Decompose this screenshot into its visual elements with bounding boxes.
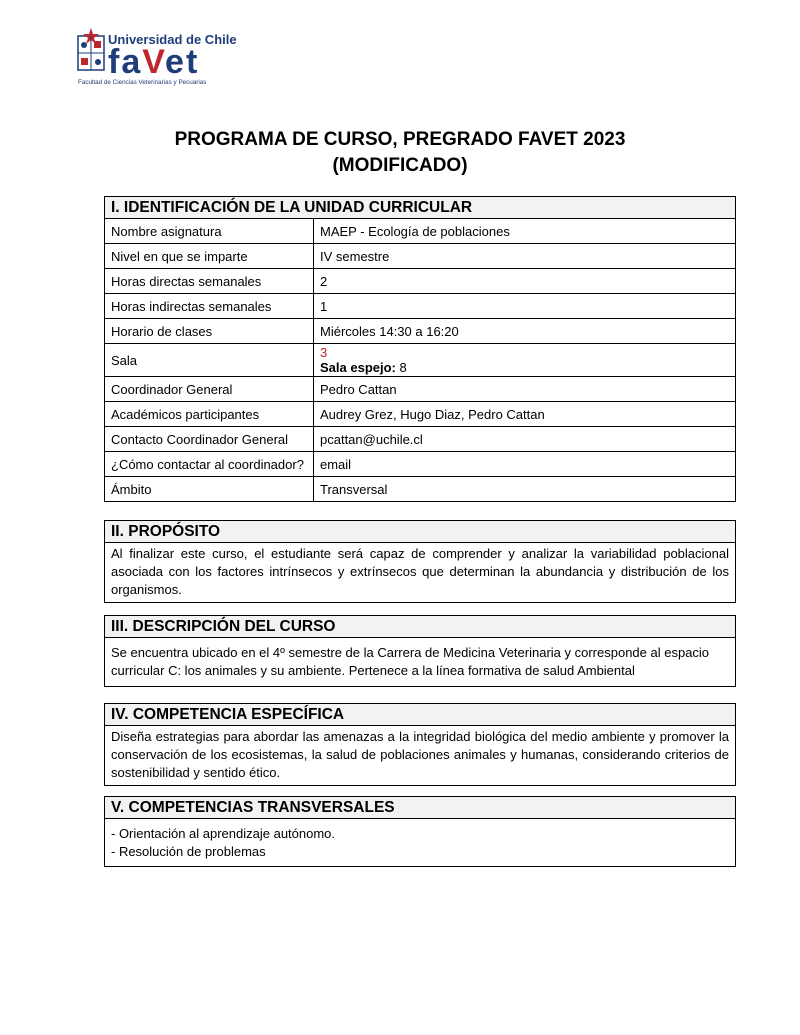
row-value bbox=[314, 344, 736, 377]
row-label: Horas directas semanales bbox=[105, 269, 314, 294]
section-heading: I. IDENTIFICACIÓN DE LA UNIDAD CURRICULAR bbox=[105, 197, 735, 219]
section-competencia-especifica bbox=[104, 703, 736, 786]
section-descripcion bbox=[104, 615, 736, 687]
row-label: ¿Cómo contactar al coordinador? bbox=[105, 452, 314, 477]
section-proposito bbox=[104, 520, 736, 603]
row-label: Ámbito bbox=[105, 477, 314, 502]
list-item: - Orientación al aprendizaje autónomo. bbox=[111, 826, 336, 841]
sala-espejo: Sala espejo: 8 bbox=[320, 360, 407, 375]
faculty-name: Facultad de Ciencias Veterinarias y Pecuarias bbox=[78, 79, 207, 86]
document-subtitle: (MODIFICADO) bbox=[332, 155, 468, 176]
row-value: Transversal bbox=[314, 477, 736, 502]
section-heading: IV. COMPETENCIA ESPECÍFICA bbox=[105, 704, 735, 726]
row-value: email bbox=[314, 452, 736, 477]
row-label: Nombre asignatura bbox=[105, 219, 314, 244]
row-value: 1 bbox=[314, 294, 736, 319]
section-heading: V. COMPETENCIAS TRANSVERSALES bbox=[105, 797, 735, 819]
table-row bbox=[105, 377, 735, 402]
section-body bbox=[105, 819, 735, 864]
section-competencias-transversales bbox=[104, 796, 736, 867]
table-row bbox=[105, 244, 735, 269]
table-row bbox=[105, 344, 735, 377]
section-body: Al finalizar este curso, el estudiante será capaz de comprender y analizar la variabilidad poblacional asociada con los factores intrínsecos y extrínsecos que determinan la abundancia y distribución de los organismos. bbox=[111, 546, 729, 597]
row-label: Académicos participantes bbox=[105, 402, 314, 427]
row-label: Contacto Coordinador General bbox=[105, 427, 314, 452]
section-heading: II. PROPÓSITO bbox=[105, 521, 735, 543]
list-item: - Resolución de problemas bbox=[111, 844, 266, 859]
row-value: IV semestre bbox=[314, 244, 736, 269]
table-row bbox=[105, 452, 735, 477]
section-body: Diseña estrategias para abordar las amenazas a la integridad biológica del medio ambiente y promover la conservación de los ecosistemas, la salud de poblaciones animales y humanas, considerando criterios de sostenibilidad y sentido ético. bbox=[111, 729, 729, 780]
table-row bbox=[105, 477, 735, 502]
row-value: pcattan@uchile.cl bbox=[314, 427, 736, 452]
row-label: Horario de clases bbox=[105, 319, 314, 344]
row-value: 2 bbox=[314, 269, 736, 294]
favet-wordmark: faVet bbox=[108, 43, 200, 81]
identification-table bbox=[105, 219, 735, 501]
university-seal-icon bbox=[77, 28, 105, 76]
section-body: Se encuentra ubicado en el 4º semestre de la Carrera de Medicina Veterinaria y corresponde al espacio curricular C: los animales y su ambiente. Pertenece a la línea formativa de salud Ambiental bbox=[111, 645, 710, 678]
table-row bbox=[105, 219, 735, 244]
section-heading: III. DESCRIPCIÓN DEL CURSO bbox=[105, 616, 735, 638]
document-title: PROGRAMA DE CURSO, PREGRADO FAVET 2023 bbox=[174, 129, 626, 150]
row-value: MAEP - Ecología de poblaciones bbox=[314, 219, 736, 244]
table-row bbox=[105, 294, 735, 319]
university-name: Universidad de Chile bbox=[108, 32, 237, 47]
table-row bbox=[105, 319, 735, 344]
row-label: Horas indirectas semanales bbox=[105, 294, 314, 319]
row-value: Miércoles 14:30 a 16:20 bbox=[314, 319, 736, 344]
row-value: Pedro Cattan bbox=[314, 377, 736, 402]
row-label: Nivel en que se imparte bbox=[105, 244, 314, 269]
section-identificacion bbox=[104, 196, 736, 502]
row-label: Sala bbox=[105, 344, 314, 377]
table-row bbox=[105, 269, 735, 294]
table-row bbox=[105, 402, 735, 427]
sala-number: 3 bbox=[320, 345, 328, 360]
row-value: Audrey Grez, Hugo Diaz, Pedro Cattan bbox=[314, 402, 736, 427]
table-row bbox=[105, 427, 735, 452]
favet-logo bbox=[77, 28, 237, 88]
row-label: Coordinador General bbox=[105, 377, 314, 402]
